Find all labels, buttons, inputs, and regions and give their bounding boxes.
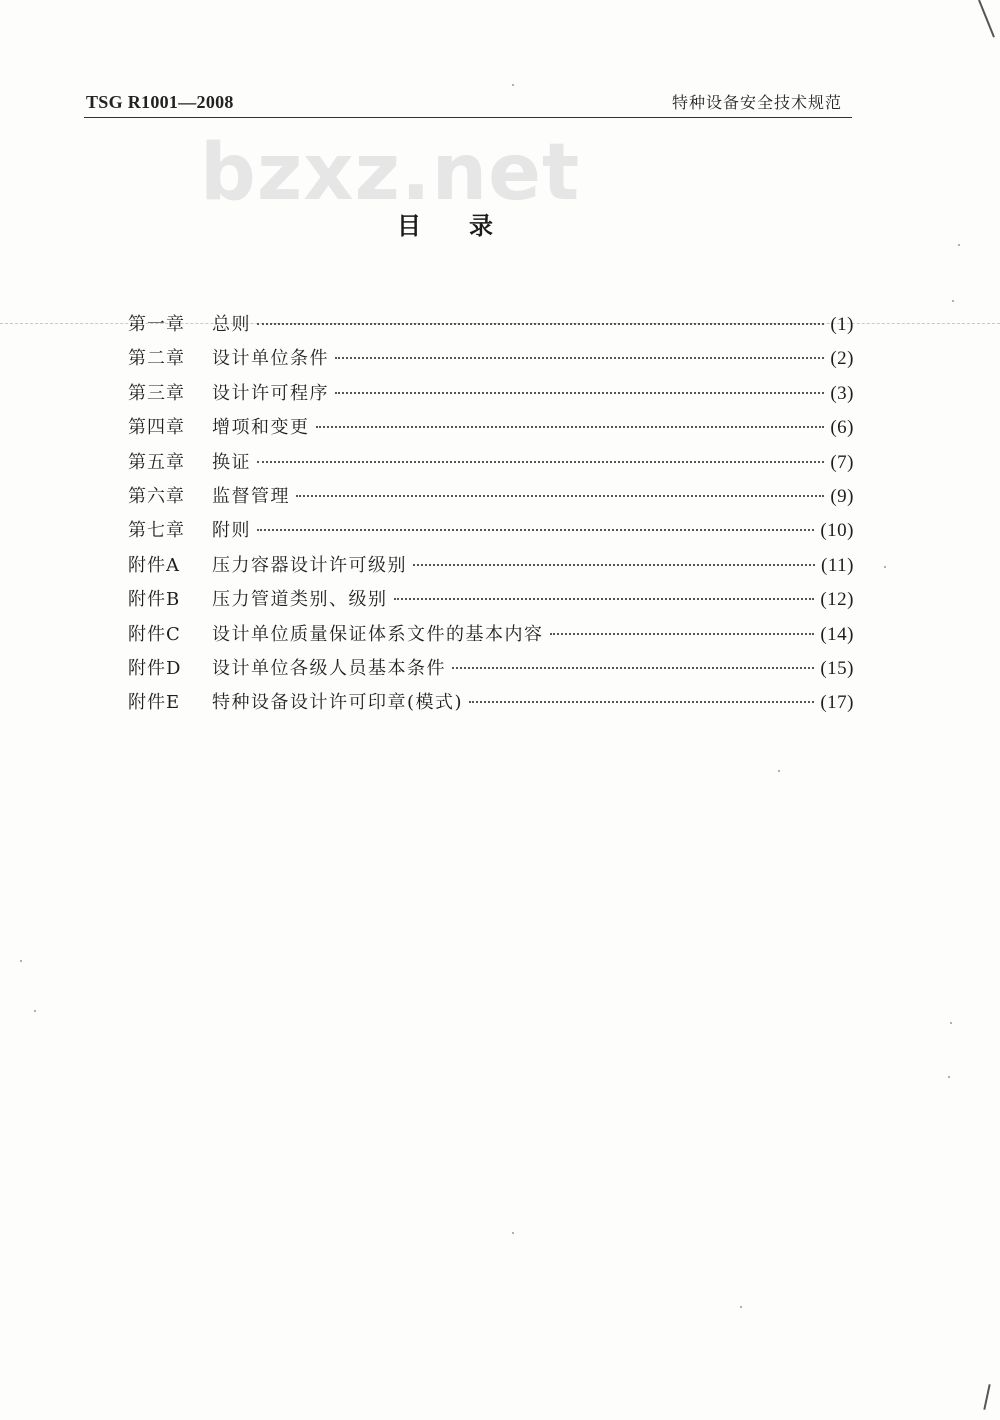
toc-page: (14): [820, 623, 854, 645]
toc-page: (15): [820, 657, 854, 679]
scan-speck: [778, 770, 780, 772]
scan-speck: [740, 1306, 742, 1308]
toc-page: (7): [830, 451, 854, 473]
toc-chapter: 附件A: [128, 554, 180, 576]
scan-speck: [884, 566, 886, 568]
toc-page: (3): [830, 382, 854, 404]
toc-entry[interactable]: [128, 344, 854, 378]
toc-leader: [296, 495, 824, 497]
toc-leader: [257, 323, 824, 325]
toc-entry[interactable]: [128, 688, 854, 722]
toc-leader: [316, 426, 825, 428]
header-rule: [84, 117, 852, 118]
standard-code: TSG R1001—2008: [86, 92, 234, 112]
toc-entry[interactable]: [128, 448, 854, 482]
toc-chapter: 第一章: [128, 314, 185, 335]
toc-leader: [413, 564, 815, 566]
toc-chapter: 附件C: [128, 623, 181, 645]
toc-entry[interactable]: [128, 413, 854, 447]
scan-speck: [958, 244, 960, 246]
toc-page: (12): [820, 589, 854, 611]
toc-chapter: 附件D: [128, 657, 182, 679]
toc-entry[interactable]: [128, 551, 854, 585]
toc-entry[interactable]: [128, 620, 854, 654]
toc-label: 换证: [212, 451, 251, 473]
toc-page: (9): [830, 485, 854, 507]
toc-label: 特种设备设计许可印章(模式): [212, 692, 464, 714]
toc-leader: [257, 529, 814, 531]
toc-label: 设计许可程序: [212, 382, 329, 404]
scan-speck: [512, 1232, 514, 1234]
toc-chapter: 第四章: [128, 417, 185, 439]
toc-page: (17): [820, 692, 854, 714]
toc-entry[interactable]: [128, 310, 854, 344]
toc-entry[interactable]: [128, 516, 854, 550]
toc-leader: [257, 461, 824, 463]
toc-label: 压力容器设计许可级别: [212, 554, 407, 576]
toc-leader: [335, 392, 824, 394]
toc-label: 总则: [212, 314, 251, 335]
toc-leader: [550, 633, 815, 635]
scan-speck: [952, 300, 954, 302]
toc-chapter: 第六章: [128, 485, 185, 507]
toc-page: (10): [820, 520, 854, 542]
toc-chapter: 第三章: [128, 382, 185, 404]
toc-page: (6): [830, 417, 854, 439]
toc-chapter: 第七章: [128, 520, 185, 542]
scan-speck: [20, 960, 22, 962]
toc-label: 设计单位各级人员基本条件: [212, 657, 446, 679]
toc-entry[interactable]: [128, 585, 854, 619]
scan-edge-mark: [978, 0, 995, 37]
standard-series: 特种设备安全技术规范: [671, 93, 842, 112]
scan-speck: [950, 1022, 952, 1024]
table-of-contents: [128, 310, 854, 723]
watermark: bzxz.net: [200, 128, 581, 218]
toc-entry[interactable]: [128, 482, 854, 516]
toc-label: 监督管理: [212, 485, 290, 507]
scan-speck: [948, 1076, 950, 1078]
scan-speck: [34, 1010, 36, 1012]
scan-speck: [512, 84, 514, 86]
toc-chapter: 附件B: [128, 589, 181, 611]
toc-label: 设计单位质量保证体系文件的基本内容: [212, 623, 544, 645]
toc-page: (11): [821, 554, 854, 576]
toc-label: 设计单位条件: [212, 348, 329, 370]
toc-chapter: 第二章: [128, 348, 185, 370]
toc-label: 附则: [212, 520, 251, 542]
toc-label: 增项和变更: [212, 417, 310, 439]
toc-chapter: 附件E: [128, 692, 181, 714]
toc-leader: [335, 357, 824, 359]
toc-page: (1): [830, 314, 854, 335]
toc-chapter: 第五章: [128, 451, 185, 473]
toc-entry[interactable]: [128, 654, 854, 688]
toc-entry[interactable]: [128, 379, 854, 413]
toc-leader: [469, 701, 814, 703]
toc-leader: [394, 598, 815, 600]
toc-page: (2): [830, 348, 854, 370]
toc-label: 压力管道类别、级别: [212, 589, 388, 611]
toc-leader: [452, 667, 814, 669]
scan-edge-mark: [983, 1384, 990, 1410]
toc-title: 目录: [397, 212, 541, 240]
